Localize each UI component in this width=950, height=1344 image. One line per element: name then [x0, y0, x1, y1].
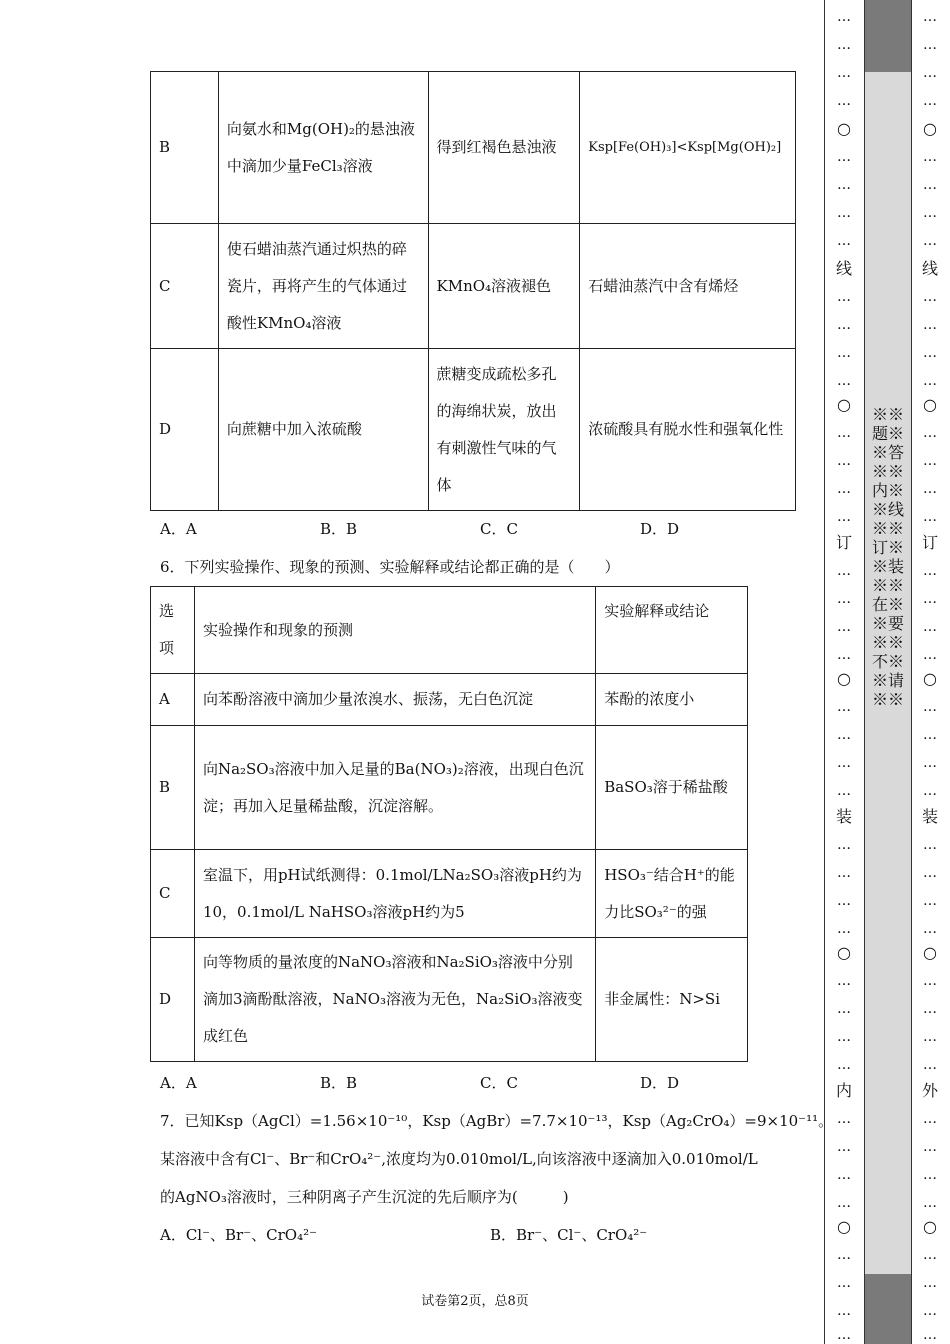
inner-strip-dots-mark: …: [837, 9, 851, 25]
question6-stem: 6．下列实验操作、现象的预测、实验解释或结论都正确的是（ ）: [160, 558, 620, 576]
binding-warning-text: ※※题※※答※※内※※线※※订※※装※※在※※要※※不※※请※※: [871, 405, 904, 709]
outer-strip-dots-mark: …: [923, 289, 937, 305]
table-header-row: [151, 587, 748, 674]
header-operation: 实验操作和现象的预测: [194, 587, 595, 674]
option-d[interactable]: D．D: [640, 1074, 680, 1092]
outer-strip-dots-mark: …: [923, 591, 937, 607]
outer-strip-dots-mark: …: [923, 345, 937, 361]
outer-strip-dots-mark: …: [923, 509, 937, 525]
question6-options: [160, 1072, 800, 1093]
inner-strip-dots-mark: …: [837, 699, 851, 715]
inner-strip-dots-mark: …: [837, 345, 851, 361]
conclusion-cell: 非金属性：N>Si: [596, 938, 748, 1062]
binding-dark-block-bottom: [865, 1274, 911, 1344]
outer-strip-dots-mark: …: [923, 1111, 937, 1127]
option-cell: B: [151, 72, 219, 224]
question7-line2: 某溶液中含有Cl⁻、Br⁻和CrO₄²⁻,浓度均为0.010mol/L,向该溶液中逐滴加入0.010mol/L: [160, 1150, 758, 1168]
inner-strip-dots-mark: …: [837, 1275, 851, 1291]
operation-cell: 向等物质的量浓度的NaNO₃溶液和Na₂SiO₃溶液中分别滴加3滴酚酞溶液，NaNO₃溶液为无色，Na₂SiO₃溶液变成红色: [194, 938, 595, 1062]
conclusion-cell: 苯酚的浓度小: [596, 674, 748, 726]
inner-strip-dots-mark: …: [837, 783, 851, 799]
conclusion-cell: HSO₃⁻结合H⁺的能力比SO₃²⁻的强: [596, 850, 748, 938]
outer-strip-dots-mark: …: [923, 1247, 937, 1263]
operation-cell: 使石蜡油蒸汽通过炽热的碎瓷片，再将产生的气体通过酸性KMnO₄溶液: [218, 224, 428, 349]
inner-strip-dots-mark: …: [837, 563, 851, 579]
option-b[interactable]: B．B: [320, 520, 358, 538]
inner-strip-circle-mark: ○: [837, 669, 851, 688]
outer-strip-dots-mark: …: [923, 837, 937, 853]
outer-strip-dots-mark: …: [923, 1195, 937, 1211]
outer-strip-label-line: 线: [921, 259, 938, 278]
question5-table: [150, 71, 796, 511]
outer-strip-dots-mark: …: [923, 149, 937, 165]
option-cell: D: [151, 938, 195, 1062]
outer-strip-label-bind: 装: [921, 807, 938, 826]
conclusion-cell: Ksp[Fe(OH)₃]<Ksp[Mg(OH)₂]: [580, 72, 796, 224]
question6-table: [150, 586, 748, 1062]
outer-strip-circle-mark: ○: [923, 395, 937, 414]
table-row: [151, 726, 748, 850]
inner-strip-dots-mark: …: [837, 93, 851, 109]
inner-strip-circle-mark: ○: [837, 1217, 851, 1236]
option-b[interactable]: B．B: [320, 1074, 358, 1092]
inner-strip-dots-mark: …: [837, 149, 851, 165]
option-a[interactable]: A．A: [160, 1074, 197, 1092]
operation-cell: 向苯酚溶液中滴加少量浓溴水、振荡，无白色沉淀: [194, 674, 595, 726]
option-d[interactable]: D．D: [640, 520, 680, 538]
inner-strip-dots-mark: …: [837, 1139, 851, 1155]
inner-strip-dots-mark: …: [837, 1111, 851, 1127]
inner-strip-dots-mark: …: [837, 647, 851, 663]
inner-strip-dots-mark: …: [837, 1057, 851, 1073]
inner-strip-dots-mark: …: [837, 317, 851, 333]
inner-strip-label-line: 线: [835, 259, 852, 278]
phenomenon-cell: 蔗糖变成疏松多孔的海绵状炭，放出有刺激性气味的气体: [428, 349, 580, 511]
operation-cell: 向氨水和Mg(OH)₂的悬浊液中滴加少量FeCl₃溶液: [218, 72, 428, 224]
phenomenon-cell: 得到红褐色悬浊液: [428, 72, 580, 224]
outer-strip-dots-mark: …: [923, 755, 937, 771]
inner-strip-dots-mark: …: [837, 727, 851, 743]
header-option: 选项: [151, 587, 195, 674]
option-c[interactable]: C．C: [480, 520, 518, 538]
inner-strip-circle-mark: ○: [837, 119, 851, 138]
outer-strip-dots-mark: …: [923, 699, 937, 715]
option-cell: B: [151, 726, 195, 850]
question7-option-b[interactable]: B．Br⁻、Cl⁻、CrO₄²⁻: [490, 1226, 648, 1244]
question7-option-a[interactable]: A．Cl⁻、Br⁻、CrO₄²⁻: [160, 1226, 318, 1244]
outer-strip-dots-mark: …: [923, 233, 937, 249]
table-row: [151, 72, 796, 224]
outer-strip-circle-mark: ○: [923, 669, 937, 688]
outer-strip-dots-mark: …: [923, 453, 937, 469]
outer-strip-label-order: 订: [921, 533, 938, 552]
option-cell: A: [151, 674, 195, 726]
outer-strip-dots-mark: …: [923, 177, 937, 193]
outer-strip-dots-mark: …: [923, 1275, 937, 1291]
question7-line3: 的AgNO₃溶液时，三种阴离子产生沉淀的先后顺序为( ): [160, 1188, 569, 1206]
operation-cell: 室温下，用pH试纸测得：0.1mol/LNa₂SO₃溶液pH约为10，0.1mol/L NaHSO₃溶液pH约为5: [194, 850, 595, 938]
conclusion-cell: 石蜡油蒸汽中含有烯烃: [580, 224, 796, 349]
outer-strip-dots-mark: …: [923, 727, 937, 743]
phenomenon-cell: KMnO₄溶液褪色: [428, 224, 580, 349]
option-a[interactable]: A．A: [160, 520, 197, 538]
option-cell: D: [151, 349, 219, 511]
inner-strip-dots-mark: …: [837, 37, 851, 53]
outer-strip-dots-mark: …: [923, 425, 937, 441]
table-row: [151, 349, 796, 511]
inner-strip-dots-mark: …: [837, 973, 851, 989]
question7-line1: 7．已知Ksp（AgCl）=1.56×10⁻¹⁰，Ksp（AgBr）=7.7×10⁻¹³，Ksp（Ag₂CrO₄）=9×10⁻¹¹。: [160, 1112, 834, 1130]
inner-strip-dots-mark: …: [837, 837, 851, 853]
inner-strip-dots-mark: …: [837, 591, 851, 607]
outer-strip-dots-mark: …: [923, 205, 937, 221]
outer-strip-dots-mark: …: [923, 619, 937, 635]
outer-strip-dots-mark: …: [923, 317, 937, 333]
inner-strip-circle-mark: ○: [837, 395, 851, 414]
outer-strip-dots-mark: …: [923, 1303, 937, 1319]
inner-strip-label-order: 订: [835, 533, 852, 552]
operation-cell: 向Na₂SO₃溶液中加入足量的Ba(NO₃)₂溶液，出现白色沉淀；再加入足量稀盐酸，沉淀溶解。: [194, 726, 595, 850]
outer-strip-circle-mark: ○: [923, 119, 937, 138]
question5-options: [160, 518, 800, 539]
inner-strip-dots-mark: …: [837, 1195, 851, 1211]
outer-strip-dots-mark: …: [923, 1057, 937, 1073]
inner-strip-dots-mark: …: [837, 425, 851, 441]
outer-strip-dots-mark: …: [923, 563, 937, 579]
outer-strip-dots-mark: …: [923, 93, 937, 109]
inner-strip-dots-mark: …: [837, 755, 851, 771]
table-row: [151, 938, 748, 1062]
inner-strip-dots-mark: …: [837, 509, 851, 525]
inner-strip-dots-mark: …: [837, 921, 851, 937]
inner-strip-dots-mark: …: [837, 65, 851, 81]
inner-strip-dots-mark: …: [837, 1029, 851, 1045]
outer-strip-dots-mark: …: [923, 1001, 937, 1017]
inner-strip-dots-mark: …: [837, 373, 851, 389]
table-row: [151, 224, 796, 349]
binding-warning-column: [864, 0, 912, 1344]
outer-strip-dots-mark: …: [923, 893, 937, 909]
binding-dark-block-top: [865, 0, 911, 72]
inner-strip-dots-mark: …: [837, 453, 851, 469]
inner-strip-dots-mark: …: [837, 1001, 851, 1017]
outer-strip-dots-mark: …: [923, 37, 937, 53]
option-cell: C: [151, 224, 219, 349]
inner-strip-dots-mark: …: [837, 1327, 851, 1343]
inner-strip-dots-mark: …: [837, 893, 851, 909]
page-footer: 试卷第2页，总8页: [421, 1294, 529, 1309]
outer-strip-dots-mark: …: [923, 1029, 937, 1045]
outer-strip-label-outer: 外: [921, 1081, 938, 1100]
inner-strip-dots-mark: …: [837, 481, 851, 497]
outer-strip-circle-mark: ○: [923, 1217, 937, 1236]
inner-strip-circle-mark: ○: [837, 943, 851, 962]
outer-strip-dots-mark: …: [923, 481, 937, 497]
outer-strip-dots-mark: …: [923, 1139, 937, 1155]
inner-strip-label-inner: 内: [835, 1081, 852, 1100]
table-row: [151, 674, 748, 726]
outer-strip-dots-mark: …: [923, 1167, 937, 1183]
header-conclusion: 实验解释或结论: [596, 587, 748, 674]
outer-strip-dots-mark: …: [923, 65, 937, 81]
inner-strip-dots-mark: …: [837, 289, 851, 305]
outer-strip-dots-mark: …: [923, 973, 937, 989]
inner-strip-dots-mark: …: [837, 177, 851, 193]
inner-strip-dots-mark: …: [837, 1167, 851, 1183]
operation-cell: 向蔗糖中加入浓硫酸: [218, 349, 428, 511]
table-row: [151, 850, 748, 938]
outer-strip-circle-mark: ○: [923, 943, 937, 962]
outer-strip-dots-mark: …: [923, 647, 937, 663]
outer-strip-dots-mark: …: [923, 865, 937, 881]
option-c[interactable]: C．C: [480, 1074, 518, 1092]
inner-strip-dots-mark: …: [837, 205, 851, 221]
outer-strip-dots-mark: …: [923, 921, 937, 937]
outer-strip-dots-mark: …: [923, 9, 937, 25]
inner-strip-dots-mark: …: [837, 1303, 851, 1319]
outer-strip-dots-mark: …: [923, 1327, 937, 1343]
conclusion-cell: BaSO₃溶于稀盐酸: [596, 726, 748, 850]
outer-strip-dots-mark: …: [923, 373, 937, 389]
inner-strip-dots-mark: …: [837, 619, 851, 635]
inner-strip-dots-mark: …: [837, 865, 851, 881]
conclusion-cell: 浓硫酸具有脱水性和强氧化性: [580, 349, 796, 511]
inner-strip-label-bind: 装: [835, 807, 852, 826]
outer-strip-dots-mark: …: [923, 783, 937, 799]
inner-strip-dots-mark: …: [837, 233, 851, 249]
inner-strip-dots-mark: …: [837, 1247, 851, 1263]
option-cell: C: [151, 850, 195, 938]
